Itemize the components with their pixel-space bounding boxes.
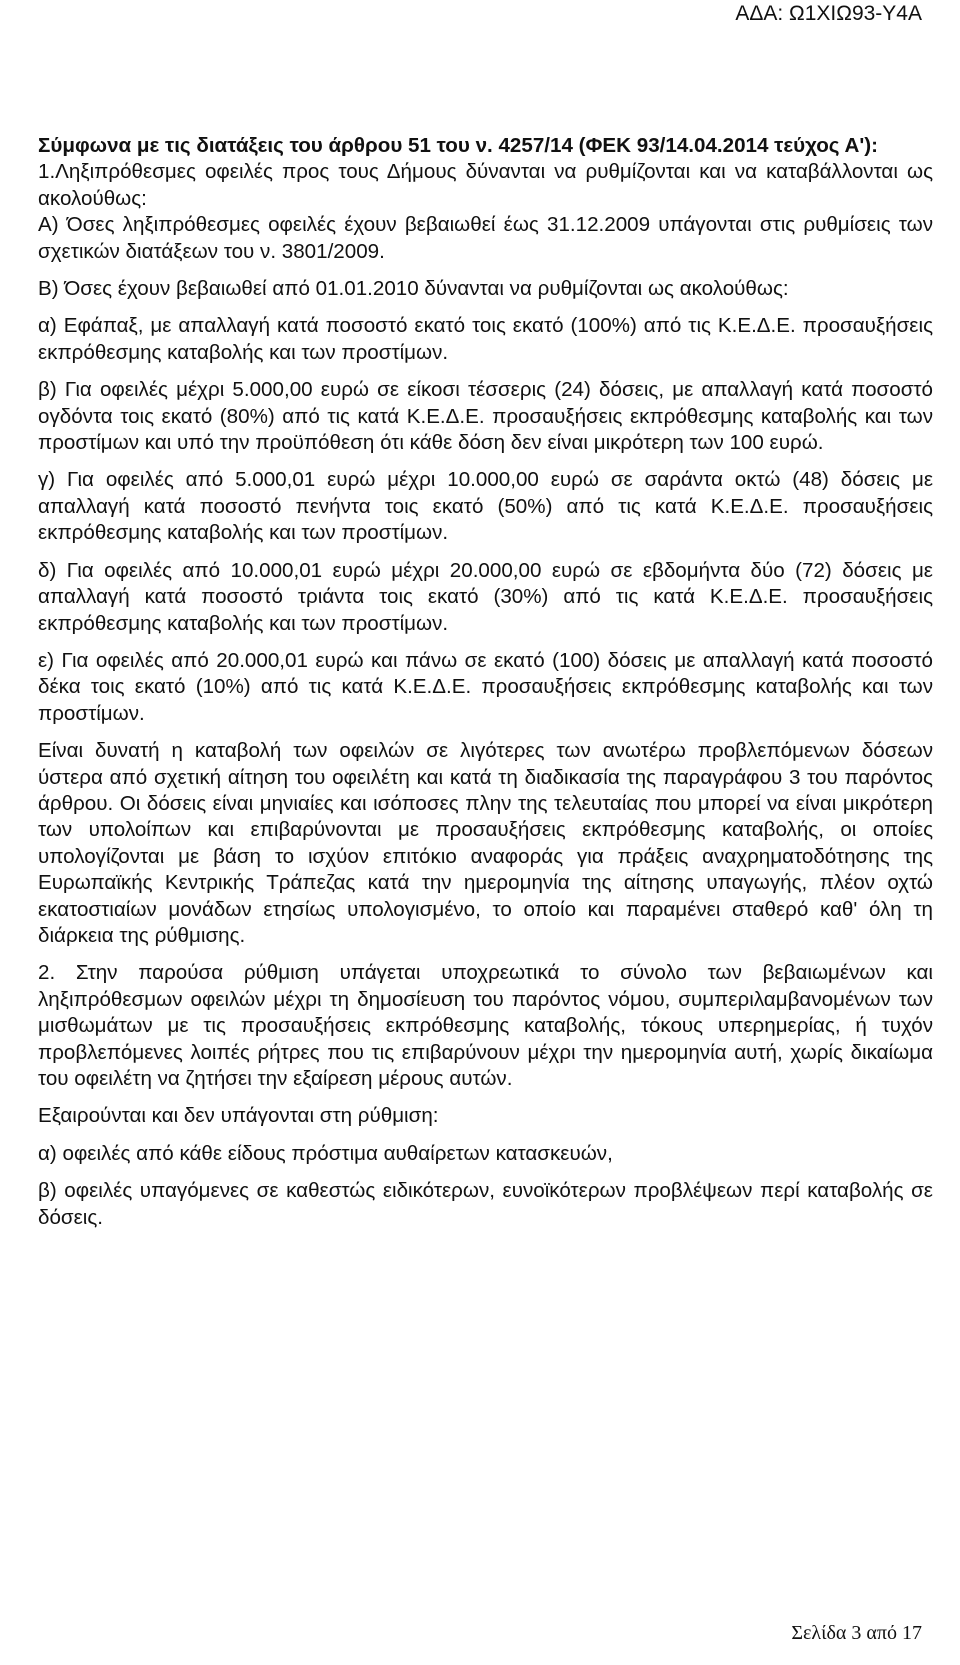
document-body xyxy=(38,133,933,1242)
exclusions-heading: Εξαιρούνται και δεν υπάγονται στη ρύθμιση: xyxy=(38,1104,439,1128)
item-epsilon: ε) Για οφειλές από 20.000,01 ευρώ και πάνω σε εκατό (100) δόσεις με απαλλαγή κατά ποσοστό δέκα τοις εκατό (10%) από τις κατά Κ.Ε.Δ.Ε. προσαυξήσεις εκπρόθεσμης καταβολής και των προστίμων. xyxy=(38,648,933,725)
item-delta: δ) Για οφειλές από 10.000,01 ευρώ μέχρι 20.000,00 ευρώ σε εβδομήντα δύο (72) δόσεις με απαλλαγή κατά ποσοστό τριάντα τοις εκατό (30%) από τις κατά Κ.Ε.Δ.Ε. προσαυξήσεις εκπρόθεσμης καταβολής και των προστίμων. xyxy=(38,558,933,635)
exclusion-alpha: α) οφειλές από κάθε είδους πρόστιμα αυθαίρετων κατασκευών, xyxy=(38,1141,613,1165)
law-reference-heading: Σύμφωνα με τις διατάξεις του άρθρου 51 του ν. 4257/14 (ΦΕΚ 93/14.04.2014 τεύχος Α'): xyxy=(38,134,878,157)
installments-paragraph: Είναι δυνατή η καταβολή των οφειλών σε λιγότερες των ανωτέρω προβλεπόμενων δόσεων ύστερα από σχετική αίτηση του οφειλέτη και κατά τη διαδικασία της παραγράφου 3 του παρόντος άρθρου. Οι δόσεις είναι μηνιαίες και ισόποσες πλην της τελευταίας που μπορεί να είναι μικρότερη των υπολοίπων και επιβαρύνονται με προσαυξήσεις εκπρόθεσμης καταβολής, οι οποίες υπολογίζονται με βάση το ισχύον επιτόκιο αναφοράς για πράξεις αναχρηματοδότησης της Ευρωπαϊκής Κεντρικής Τράπεζας κατά την ημερομηνία της αίτησης υπαγωγής, πλέον οχτώ εκατοστιαίων μονάδων ετησίως υπολογισμένο, το οποίο και παραμένει σταθερό καθ' όλη τη διάρκεια της ρύθμισης. xyxy=(38,739,933,947)
page-number: Σελίδα 3 από 17 xyxy=(791,1622,922,1644)
paragraph-b-upper: Β) Όσες έχουν βεβαιωθεί από 01.01.2010 δύνανται να ρυθμίζονται ως ακολούθως: xyxy=(38,277,789,301)
item-alpha: α) Εφάπαξ, με απαλλαγή κατά ποσοστό εκατό τοις εκατό (100%) από τις Κ.Ε.Δ.Ε. προσαυξήσεις εκπρόθεσμης καταβολής και των προστίμων. xyxy=(38,314,933,364)
paragraph-1-intro: 1.Ληξιπρόθεσμες οφειλές προς τους Δήμους δύνανται να ρυθμίζονται και να καταβάλλονται ως ακολούθως: xyxy=(38,160,933,210)
paragraph-2: 2. Στην παρούσα ρύθμιση υπάγεται υποχρεωτικά το σύνολο των βεβαιωμένων και ληξιπρόθεσμων οφειλών μέχρι τη δημοσίευση του παρόντος νόμου, συμπεριλαμβανομένων των μισθωμάτων με τις προσαυξήσεις εκπρόθεσμης καταβολής, τόκους υπερημερίας, ή τυχόν προβλεπόμενες λοιπές ρήτρες που τις επιβαρύνουν μέχρι την ημερομηνία αυτή, χωρίς δικαίωμα του οφειλέτη να ζητήσει την εξαίρεση μέρους αυτών. xyxy=(38,961,933,1090)
exclusion-beta: β) οφειλές υπαγόμενες σε καθεστώς ειδικότερων, ευνοϊκότερων προβλέψεων περί καταβολής σε δόσεις. xyxy=(38,1179,933,1229)
item-gamma: γ) Για οφειλές από 5.000,01 ευρώ μέχρι 10.000,00 ευρώ σε σαράντα οκτώ (48) δόσεις με απαλλαγή κατά ποσοστό πενήντα τοις εκατό (50%) από τις κατά Κ.Ε.Δ.Ε. προσαυξήσεις εκπρόθεσμης καταβολής και των προστίμων. xyxy=(38,468,933,545)
ada-code: ΑΔΑ: Ω1ΧΙΩ93-Υ4Α xyxy=(735,2,922,25)
item-beta: β) Για οφειλές μέχρι 5.000,00 ευρώ σε είκοσι τέσσερις (24) δόσεις, με απαλλαγή κατά ποσοστό ογδόντα τοις εκατό (80%) από τις κατά Κ.Ε.Δ.Ε. προσαυξήσεις εκπρόθεσμης καταβολής και των προστίμων και υπό την προϋπόθεση ότι κάθε δόση δεν είναι μικρότερη των 100 ευρώ. xyxy=(38,378,933,455)
paragraph-a-upper: Α) Όσες ληξιπρόθεσμες οφειλές έχουν βεβαιωθεί έως 31.12.2009 υπάγονται στις ρυθμίσεις των σχετικών διατάξεων του ν. 3801/2009. xyxy=(38,213,933,263)
